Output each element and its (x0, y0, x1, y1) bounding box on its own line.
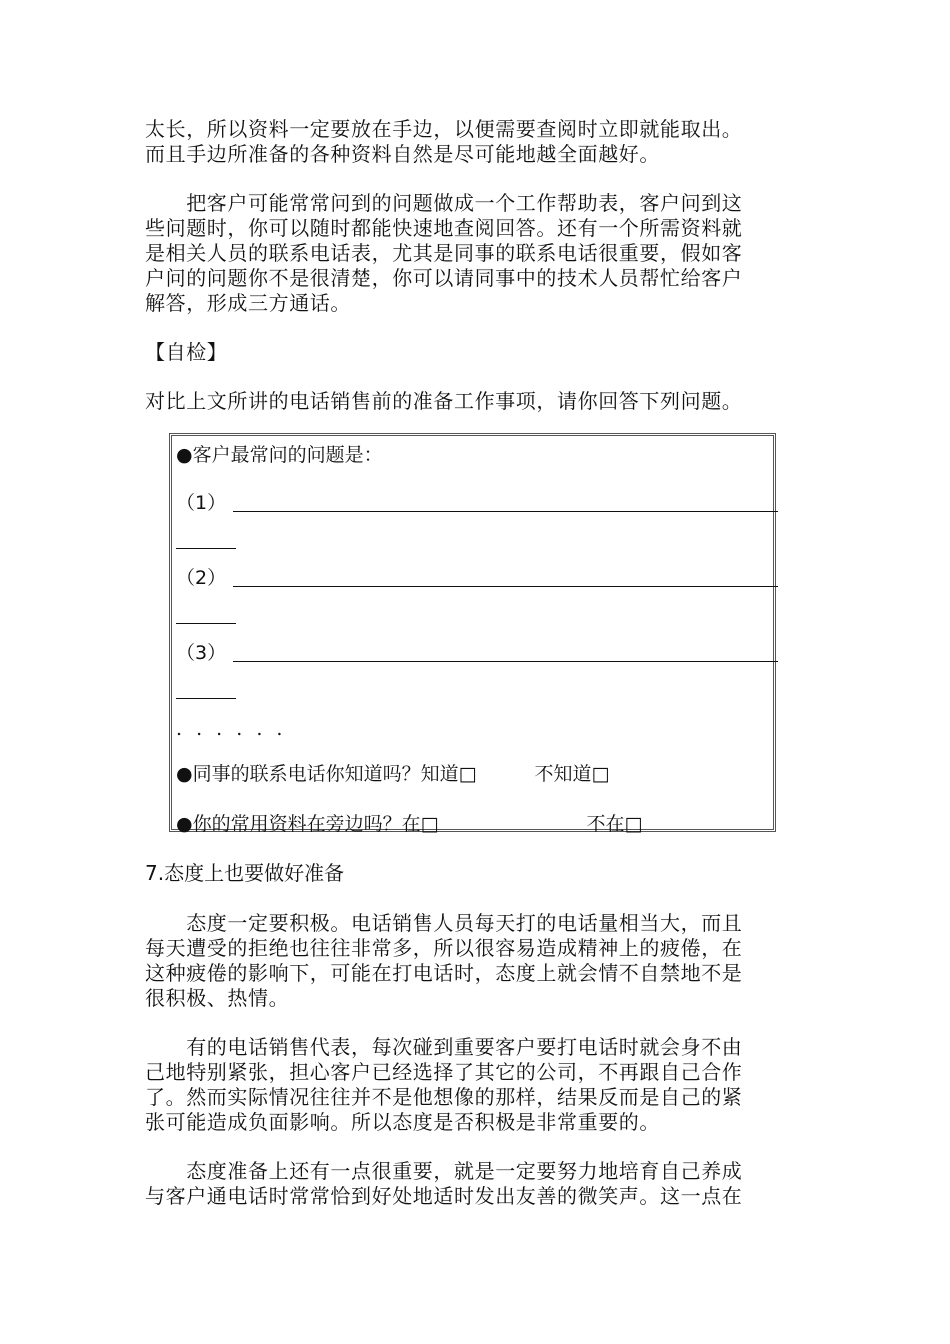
section-title: 态度上也要做好准备 (164, 861, 345, 885)
answer-blank-line-continued[interactable] (176, 548, 236, 549)
answer-row-3[interactable] (176, 642, 778, 712)
answer-blank-line[interactable] (233, 661, 778, 662)
materials-question-text[interactable]: ●你的常用资料在旁边吗？在□ (176, 813, 439, 835)
paragraph-line: 些问题时，你可以随时都能快速地查阅回答。还有一个所需资料就 (145, 216, 743, 240)
paragraph-line: 这种疲倦的影响下，可能在打电话时，态度上就会情不自禁地不是 (145, 961, 743, 985)
materials-option-no[interactable]: 不在□ (586, 813, 643, 835)
answer-row-2[interactable] (176, 567, 778, 637)
question-heading: ●客户最常问的问题是： (176, 444, 383, 466)
paragraph-line: 是相关人员的联系电话表，尤其是同事的联系电话很重要，假如客 (145, 241, 743, 265)
colleague-question-text[interactable]: ●同事的联系电话你知道吗？知道□ (176, 763, 477, 785)
paragraph-line: 与客户通电话时常常恰到好处地适时发出友善的微笑声。这一点在 (145, 1184, 743, 1208)
paragraph-line: 态度准备上还有一点很重要，就是一定要努力地培育自己养成 (145, 1159, 743, 1183)
paragraph-line: 每天遭受的拒绝也往往非常多，所以很容易造成精神上的疲倦，在 (145, 936, 743, 960)
paragraph-line: 把客户可能常常问到的问题做成一个工作帮助表，客户问到这 (145, 191, 743, 215)
paragraph-continuation (145, 117, 795, 167)
materials-question (176, 813, 642, 835)
paragraph-line: 了。然而实际情况往往并不是他想像的那样，结果反而是自己的紧 (145, 1085, 743, 1109)
colleague-option-no[interactable]: 不知道□ (534, 763, 610, 785)
section-number: 7. (145, 861, 165, 885)
section-heading (145, 861, 344, 886)
answer-number: （1） (176, 492, 227, 514)
self-check-heading-text: 【自检】 (145, 340, 228, 364)
answer-blank-line-continued[interactable] (176, 698, 236, 699)
paragraph-attitude-1 (145, 911, 795, 1011)
paragraph-attitude-2 (145, 1035, 795, 1135)
paragraph-attitude-3 (145, 1159, 795, 1209)
paragraph-line: 太长，所以资料一定要放在手边，以便需要查阅时立即就能取出。 (145, 117, 743, 141)
self-check-intro-text: 对比上文所讲的电话销售前的准备工作事项，请你回答下列问题。 (145, 389, 743, 413)
paragraph-line: 有的电话销售代表，每次碰到重要客户要打电话时就会身不由 (145, 1035, 743, 1059)
answer-blank-line[interactable] (233, 511, 778, 512)
answer-blank-line-continued[interactable] (176, 623, 236, 624)
answer-number: （3） (176, 642, 227, 664)
paragraph-line: 很积极、热情。 (145, 986, 290, 1010)
paragraph-help-table (145, 191, 795, 316)
ellipsis: . . . . . . (176, 718, 287, 740)
checklist-box (169, 433, 776, 835)
answer-row-1[interactable] (176, 492, 778, 562)
self-check-intro (145, 389, 795, 414)
paragraph-line: 张可能造成负面影响。所以态度是否积极是非常重要的。 (145, 1110, 660, 1134)
paragraph-line: 己地特别紧张，担心客户已经选择了其它的公司，不再跟自己合作 (145, 1060, 743, 1084)
self-check-heading (145, 340, 795, 365)
paragraph-line: 户问的问题你不是很清楚，你可以请同事中的技术人员帮忙给客户 (145, 266, 743, 290)
paragraph-line: 解答，形成三方通话。 (145, 291, 351, 315)
answer-number: （2） (176, 567, 227, 589)
answer-blank-line[interactable] (233, 586, 778, 587)
paragraph-line: 态度一定要积极。电话销售人员每天打的电话量相当大，而且 (145, 911, 743, 935)
colleague-phone-question (176, 763, 609, 785)
paragraph-line: 而且手边所准备的各种资料自然是尽可能地越全面越好。 (145, 142, 660, 166)
